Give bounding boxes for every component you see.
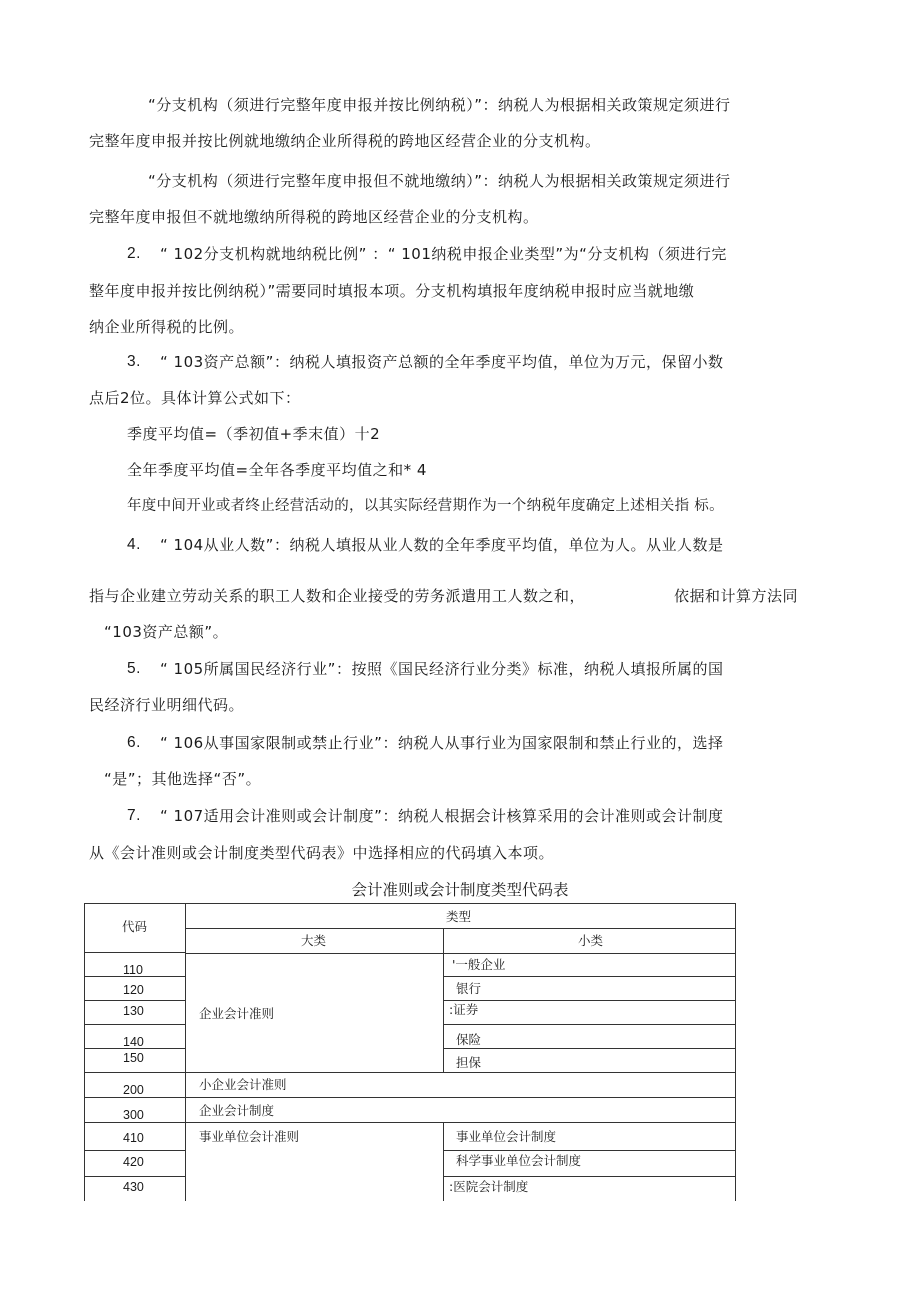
code-cell: 430	[123, 1180, 144, 1194]
para-line: 指与企业建立劳动关系的职工人数和企业接受的劳务派遣用工人数之和，	[89, 587, 586, 605]
item-number: 7.	[127, 807, 141, 824]
para-line: 从《会计准则或会计制度类型代码表》中选择相应的代码填入本项。	[89, 844, 555, 862]
table-rule	[185, 903, 186, 1201]
table-rule	[443, 1122, 444, 1201]
table-rule	[185, 928, 736, 929]
table-rule	[84, 1000, 185, 1001]
header-code: 代码	[122, 919, 148, 934]
table-rule	[443, 928, 444, 1073]
major-category: 事业单位会计准则	[199, 1129, 300, 1144]
para-line: 依据和计算方法同	[674, 587, 799, 605]
para-line: 点后2位。具体计算公式如下：	[89, 389, 301, 407]
code-cell: 140	[123, 1035, 144, 1049]
minor-category: '一般企业	[452, 957, 506, 972]
header-major: 大类	[301, 933, 327, 948]
item-number: 2.	[127, 245, 141, 262]
para-line: “ 102分支机构就地纳税比例” ：“ 101纳税申报企业类型”为“分支机构（须进行完	[160, 245, 727, 263]
para-line: “ 106从事国家限制或禁止行业”：纳税人从事行业为国家限制和禁止行业的，选择	[160, 734, 724, 752]
table-rule	[84, 1122, 736, 1123]
major-category: 小企业会计准则	[199, 1077, 287, 1092]
formula-line: 全年季度平均值=全年各季度平均值之和* 4	[127, 461, 427, 479]
minor-category: 事业单位会计制度	[456, 1129, 557, 1144]
para-line: 年度中间开业或者终止经营活动的，以其实际经营期作为一个纳税年度确定上述相关指 标。	[127, 498, 724, 514]
table-rule	[84, 1097, 736, 1098]
table-rule	[443, 1000, 736, 1001]
table-rule	[84, 1024, 185, 1025]
table-rule	[443, 1176, 736, 1177]
minor-category: :证券	[449, 1002, 479, 1017]
minor-category: :医院会计制度	[449, 1179, 529, 1194]
table-rule	[84, 903, 85, 1201]
table-rule	[84, 903, 736, 904]
code-cell: 200	[123, 1083, 144, 1097]
code-cell: 420	[123, 1155, 144, 1169]
para-line: “103资产总额”。	[104, 623, 229, 641]
major-category: 企业会计制度	[199, 1103, 275, 1118]
formula-line: 季度平均值=（季初值+季末值）十2	[127, 425, 381, 443]
table-rule	[443, 1048, 736, 1049]
code-cell: 110	[123, 963, 143, 977]
para-line: 整年度申报并按比例纳税）”需要同时填报本项。分支机构填报年度纳税申报时应当就地缴	[89, 282, 695, 300]
para-line: 民经济行业明细代码。	[89, 696, 245, 714]
code-cell: 130	[123, 1004, 144, 1018]
table-caption: 会计准则或会计制度类型代码表	[351, 881, 569, 899]
para-line: 完整年度申报并按比例就地缴纳企业所得税的跨地区经营企业的分支机构。	[89, 132, 601, 150]
minor-category: 保险	[456, 1032, 482, 1047]
table-rule	[84, 952, 185, 953]
table-rule	[84, 1072, 736, 1073]
minor-category: 担保	[456, 1055, 482, 1070]
header-type: 类型	[446, 909, 472, 924]
major-category: 企业会计准则	[199, 1006, 275, 1021]
para-line: “ 107适用会计准则或会计制度”：纳税人根据会计核算采用的会计准则或会计制度	[160, 807, 724, 825]
item-number: 4.	[127, 536, 141, 553]
item-number: 5.	[127, 660, 141, 677]
table-rule	[443, 976, 736, 977]
minor-category: 银行	[456, 981, 482, 996]
para-line: “ 103资产总额”：纳税人填报资产总额的全年季度平均值，单位为万元，保留小数	[160, 353, 724, 371]
item-number: 3.	[127, 353, 141, 370]
table-rule	[84, 1176, 185, 1177]
header-minor: 小类	[578, 933, 604, 948]
table-rule	[185, 953, 736, 954]
code-table	[84, 903, 736, 1201]
table-rule	[735, 903, 736, 1201]
para-line: “ 104从业人数”：纳税人填报从业人数的全年季度平均值，单位为人。从业人数是	[160, 536, 724, 554]
code-cell: 150	[123, 1051, 144, 1065]
code-cell: 300	[123, 1108, 144, 1122]
para-line: “ 105所属国民经济行业”：按照《国民经济行业分类》标准，纳税人填报所属的国	[160, 660, 724, 678]
item-number: 6.	[127, 734, 141, 751]
table-rule	[443, 1024, 736, 1025]
table-rule	[443, 1150, 736, 1151]
para-line: 纳企业所得税的比例。	[89, 318, 245, 336]
table-rule	[84, 1150, 185, 1151]
para-line: “分支机构（须进行完整年度申报但不就地缴纳）”：纳税人为根据相关政策规定须进行	[148, 172, 731, 190]
para-line: 完整年度申报但不就地缴纳所得税的跨地区经营企业的分支机构。	[89, 208, 539, 226]
code-cell: 410	[123, 1131, 144, 1145]
code-cell: 120	[123, 983, 144, 997]
para-line: “是”；其他选择“否”。	[104, 770, 262, 788]
minor-category: 科学事业单位会计制度	[456, 1153, 582, 1168]
para-line: “分支机构（须进行完整年度申报并按比例纳税）”：纳税人为根据相关政策规定须进行	[148, 96, 731, 114]
